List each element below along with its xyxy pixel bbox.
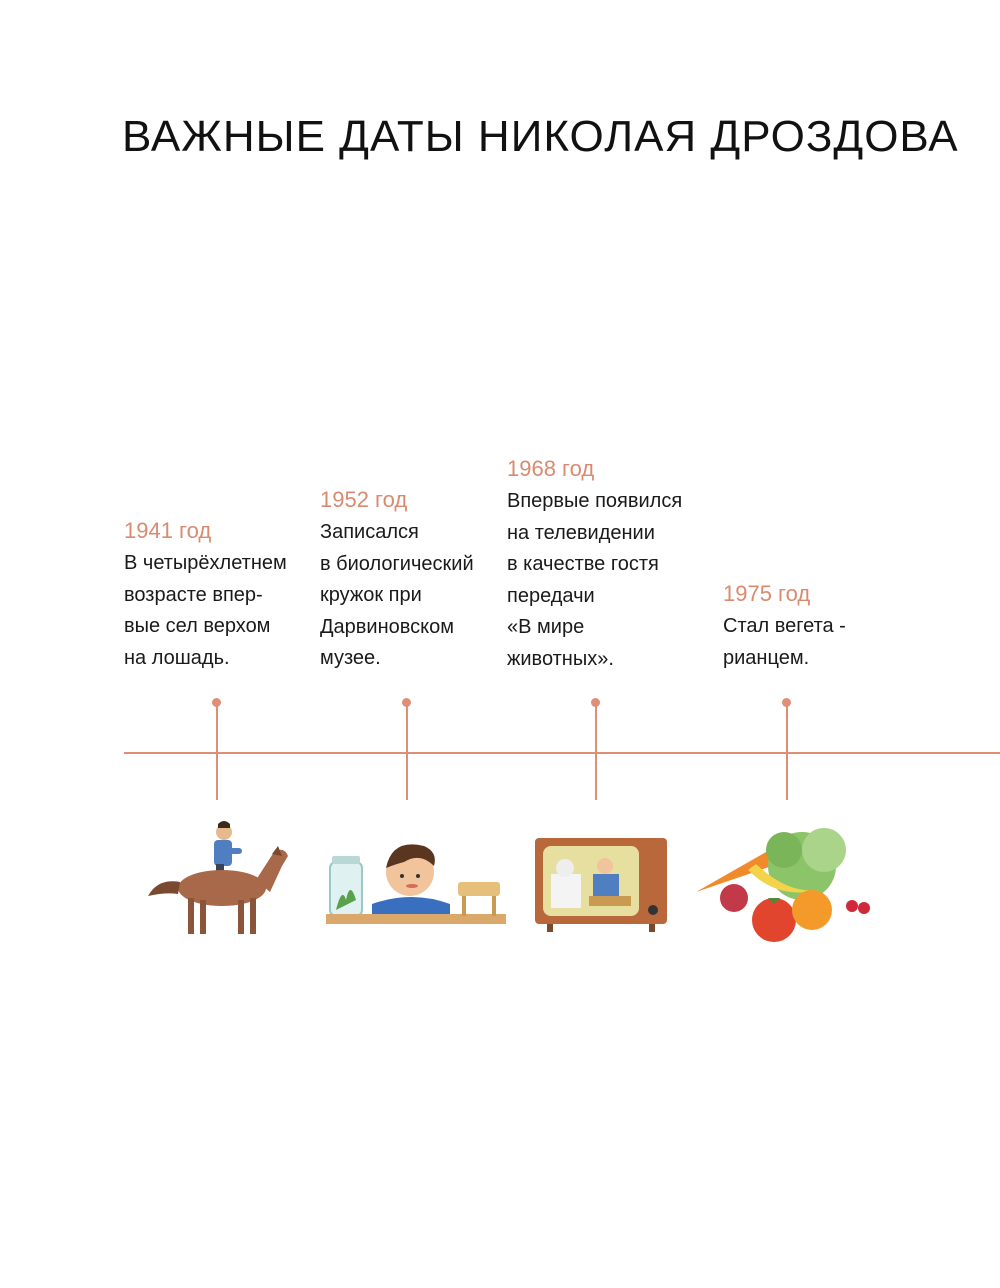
timeline-entry-1941 <box>124 516 324 674</box>
event-line: в качестве гостя <box>507 553 659 575</box>
event-year: 1952 год <box>320 487 408 512</box>
timeline-tick <box>216 702 218 800</box>
event-line: Стал вегета - <box>723 615 846 637</box>
television-illustration <box>533 810 673 935</box>
event-line: рианцем. <box>723 646 810 669</box>
event-line: музее. <box>320 647 381 669</box>
vegetables-illustration <box>692 810 882 950</box>
event-line: В четырёхлетнем <box>124 552 287 574</box>
timeline-tick <box>786 702 788 800</box>
timeline-entry-1952 <box>320 485 520 675</box>
event-description <box>320 517 520 675</box>
event-line: передачи <box>507 584 595 607</box>
timeline-tick <box>595 702 597 800</box>
event-description <box>507 486 707 675</box>
event-year: 1975 год <box>723 581 811 606</box>
timeline-tick <box>406 702 408 800</box>
timeline-entry-1968 <box>507 454 707 675</box>
event-line: возрасте впер- <box>124 583 263 606</box>
page-title: ВАЖНЫЕ ДАТЫ НИКОЛАЯ ДРОЗДОВА <box>122 112 959 161</box>
event-line: «В мире <box>507 616 585 638</box>
horse-rider-illustration <box>140 810 300 950</box>
event-year: 1968 год <box>507 456 595 481</box>
event-year: 1941 год <box>124 518 212 543</box>
event-line: Дарвиновском <box>320 615 455 638</box>
event-line: кружок при <box>320 584 422 606</box>
boy-with-jar-illustration <box>322 810 512 940</box>
event-line: Впервые появился <box>507 490 683 512</box>
event-line: вые сел верхом <box>124 615 271 637</box>
event-line: в биологический <box>320 552 474 575</box>
event-description <box>124 548 324 674</box>
event-line: животных». <box>507 647 614 670</box>
event-line: на телевидении <box>507 521 655 544</box>
timeline-axis <box>124 752 1000 754</box>
event-line: на лошадь. <box>124 646 230 669</box>
timeline-entry-1975 <box>723 579 923 674</box>
event-description <box>723 611 923 674</box>
event-line: Записался <box>320 521 419 543</box>
